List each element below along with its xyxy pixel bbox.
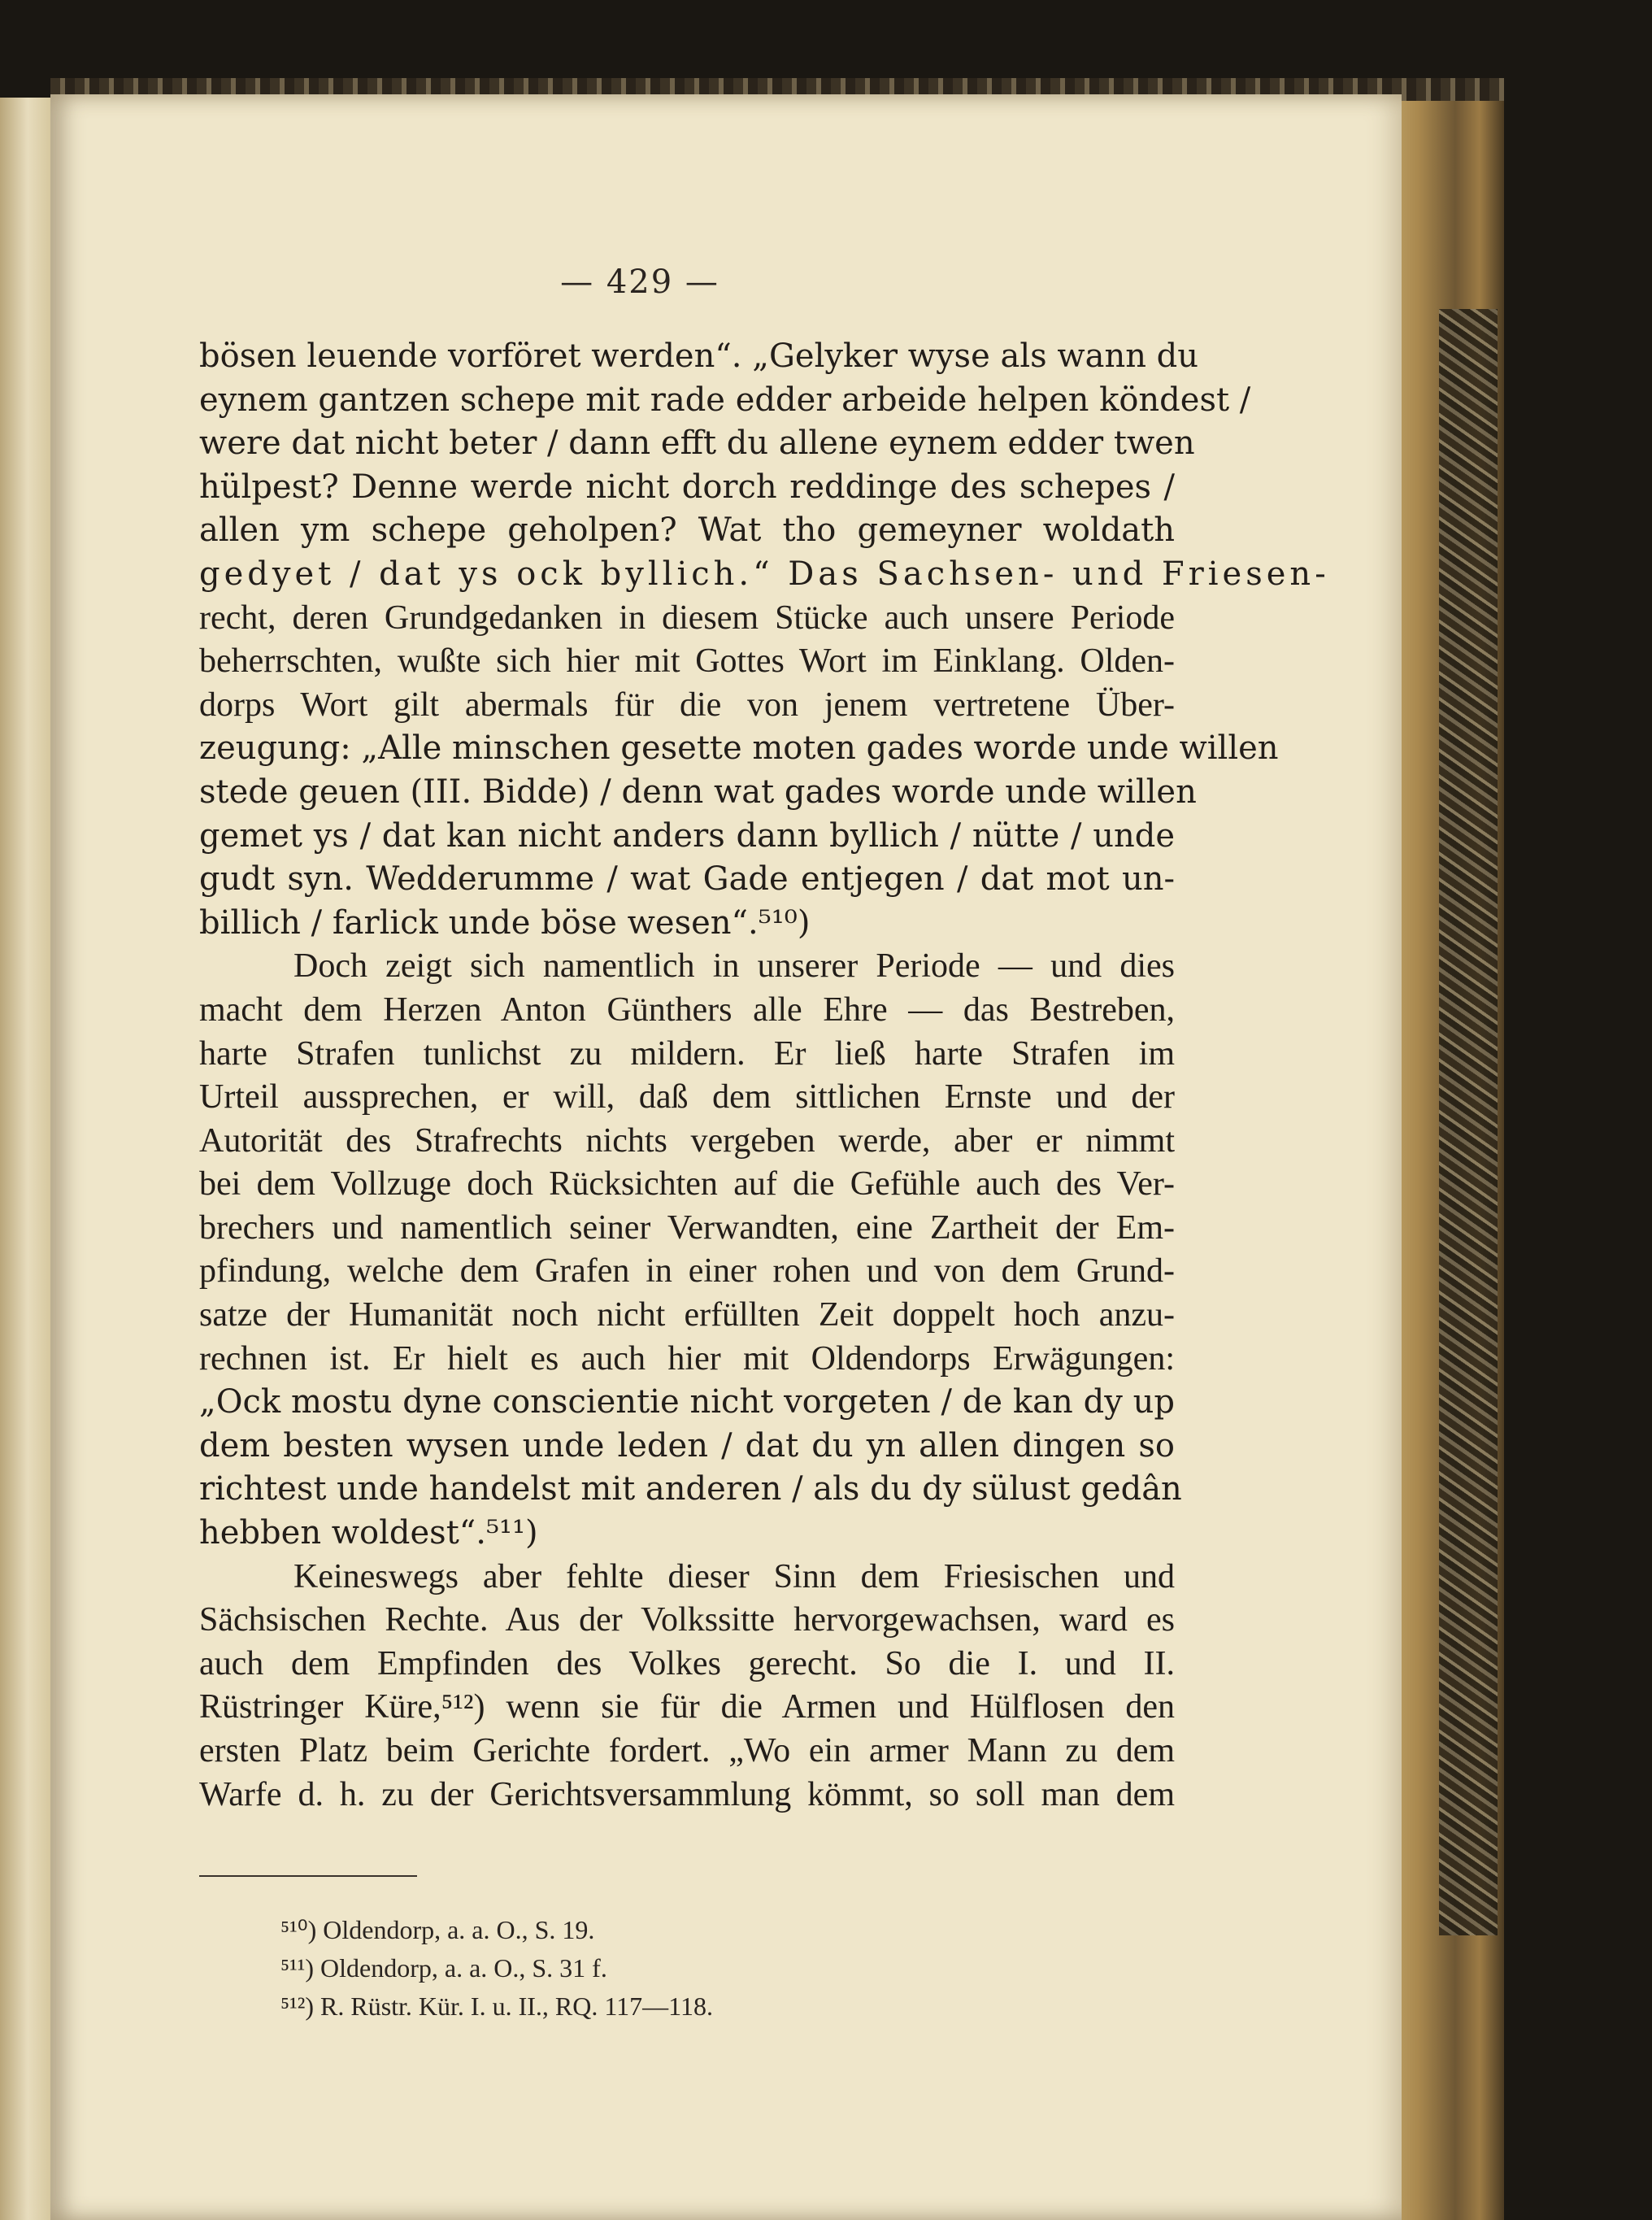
text-line: recht, deren Grundgedanken in diesem Stücke auch unsere Periode — [199, 599, 1175, 637]
footnote-rule — [199, 1875, 417, 1877]
text-line: allen ym schepe geholpen? Wat tho gemeyner woldath — [199, 511, 1175, 550]
text-line: gemet ys / dat kan nicht anders dann byllich / nütte / unde — [199, 816, 1175, 855]
text-line: zeugung: „Alle minschen gesette moten gades worde unde willen — [199, 729, 1279, 768]
text-line: gedyet / dat ys ock byllich.“ Das Sachsen- und Friesen- — [199, 555, 1330, 593]
footnote: ⁵¹¹) Oldendorp, a. a. O., S. 31 f. — [280, 1953, 607, 1983]
text-line: macht dem Herzen Anton Günthers alle Ehre — das Bestreben, — [199, 990, 1175, 1029]
text-line: hebben woldest“.⁵¹¹) — [199, 1514, 538, 1552]
text-line: gudt syn. Wedderumme / wat Gade entjegen / dat mot un- — [199, 860, 1175, 899]
text-line: stede geuen (III. Bidde) / denn wat gades worde unde willen — [199, 773, 1197, 811]
text-line: Sächsischen Rechte. Aus der Volkssitte hervorgewachsen, ward es — [199, 1601, 1175, 1639]
text-line: „Ock mostu dyne conscientie nicht vorgeten / de kan dy up — [199, 1383, 1175, 1421]
text-line: auch dem Empfinden des Volkes gerecht. So die I. und II. — [199, 1644, 1175, 1682]
text-line: beherrschten, wußte sich hier mit Gottes Wort im Einklang. Olden- — [199, 642, 1175, 681]
text-line: Warfe d. h. zu der Gerichtsversammlung kömmt, so soll man dem — [199, 1775, 1175, 1813]
text-line: dorps Wort gilt abermals für die von jenem vertretene Über- — [199, 686, 1175, 724]
footnote: ⁵¹²) R. Rüstr. Kür. I. u. II., RQ. 117—118. — [280, 1991, 713, 2021]
text-line: Autorität des Strafrechts nichts vergeben werde, aber er nimmt — [199, 1121, 1175, 1160]
body-text — [199, 335, 1330, 1817]
text-line: pfindung, welche dem Grafen in einer rohen und von dem Grund- — [199, 1252, 1175, 1291]
footnote: ⁵¹⁰) Oldendorp, a. a. O., S. 19. — [280, 1915, 595, 1944]
text-line: dem besten wysen unde leden / dat du yn allen dingen so — [199, 1426, 1175, 1465]
text-line: were dat nicht beter / dann efft du allene eynem edder twen — [199, 424, 1195, 463]
text-line: bösen leuende vorföret werden“. „Gelyker wyse als wann du — [199, 337, 1199, 375]
text-line: harte Strafen tunlichst zu mildern. Er ließ harte Strafen im — [199, 1034, 1175, 1073]
page-number: — 429 — — [560, 263, 719, 301]
text-line: brechers und namentlich seiner Verwandten, eine Zartheit der Em- — [199, 1208, 1175, 1247]
text-line: bei dem Vollzuge doch Rücksichten auf die Gefühle auch des Ver- — [199, 1165, 1175, 1204]
text-line: ersten Platz beim Gerichte fordert. „Wo ein armer Mann zu dem — [199, 1732, 1175, 1769]
text-line: Urteil aussprechen, er will, daß dem sittlichen Ernste und der — [199, 1078, 1175, 1117]
text-line: billich / farlick unde böse wesen“.⁵¹⁰) — [199, 903, 811, 942]
book-page — [50, 94, 1402, 2220]
text-line: Rüstringer Küre,⁵¹²) wenn sie für die Armen und Hülflosen den — [199, 1688, 1175, 1726]
text-line: satze der Humanität noch nicht erfüllten Zeit doppelt hoch anzu- — [199, 1296, 1175, 1334]
text-line: eynem gantzen schepe mit rade edder arbeide helpen köndest / — [199, 381, 1251, 419]
text-line: Keineswegs aber fehlte dieser Sinn dem Friesischen und — [293, 1557, 1175, 1595]
text-line: richtest unde handelst mit anderen / als du dy sülust gedân — [199, 1470, 1182, 1508]
text-line: hülpest? Denne werde nicht dorch reddinge des schepes / — [199, 468, 1175, 506]
text-line: rechnen ist. Er hielt es auch hier mit Oldendorps Erwägungen: — [199, 1339, 1175, 1378]
marbled-edge — [1439, 309, 1498, 1935]
text-line: Doch zeigt sich namentlich in unserer Periode — und dies — [293, 947, 1175, 986]
footnotes — [280, 1911, 1012, 2026]
left-page-edge — [0, 98, 53, 2220]
